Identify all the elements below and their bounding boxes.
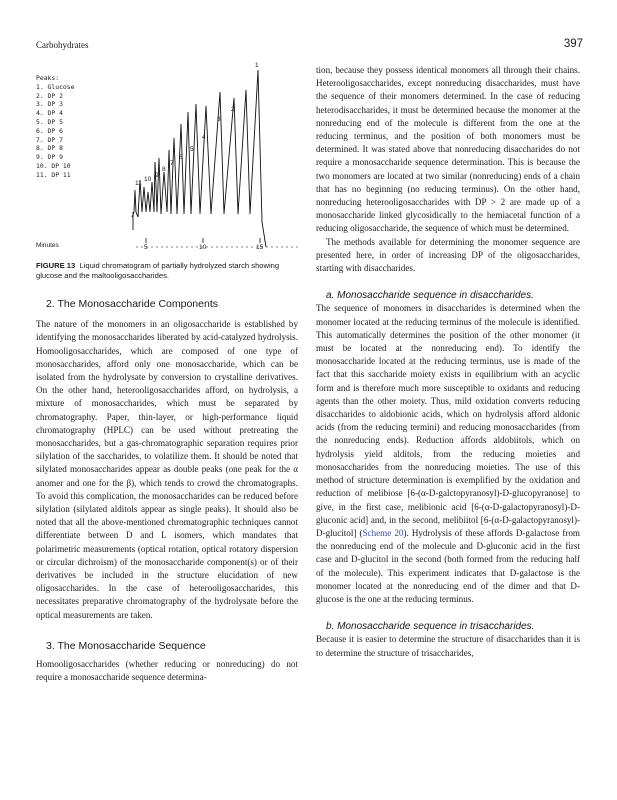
paragraph: The methods available for determining the monomer sequence are presented here, in order of increasing DP of the oligosaccharides, starting with disaccharides. [316, 236, 580, 274]
legend-item: 3. DP 3 [36, 100, 63, 109]
caption-text: Liquid chromatogram of partially hydrolyzed starch showing glucose and the maltooligosaccharides. [36, 261, 280, 280]
peak-label: 5 [190, 146, 194, 153]
x-tick-label: 5 [144, 244, 148, 251]
x-axis-label: Minutes [36, 242, 59, 249]
legend-item: 4. DP 4 [36, 109, 63, 118]
peak-label: 3 [217, 116, 221, 123]
paragraph: Homooligosaccharides (whether reducing or nonreducing) do not require a monosaccharide sequence determina- [36, 659, 298, 683]
paragraph: tion, because they possess identical monomers all through their chains. Heterooligosaccharides, except nonreducing disaccharides, must have the sequence of their monomers determined. In the case of reducing heterodisaccharides, it must be determined because the monomer at the nonreducing end of the molecule is different from the one at the reducing terminus, and the position of both monomers must be determined. It was stated above that nonreducing disaccharides do not require a monosaccharide sequence determination. This is because the two monomers are located at two similar (nonreducing) ends of a chain that has no beginning (no reducing terminus). On the other hand, nonreducing heterooligosaccharides with DP > 2 are made up of a monosaccharide linked glycosidically to the hemiacetal function of a reducing oligosaccharide, the sequence of which must be determined. [316, 65, 580, 234]
legend-item: 11. DP 11 [36, 170, 71, 179]
peak-label: 1 [255, 62, 259, 69]
peak-label: 6 [179, 154, 183, 161]
legend-item: 9. DP 9 [36, 153, 63, 162]
section-heading: 2. The Monosaccharide Components [46, 298, 218, 310]
chromatogram-figure [36, 62, 298, 258]
peak-label: 11 [135, 180, 142, 187]
peak-label: 4 [202, 134, 206, 141]
x-tick-label: 10 [199, 244, 207, 251]
x-tick-label: 15 [256, 244, 264, 251]
paragraph-text: The sequence of monomers in disaccharides is determined when the monomer located at the reducing terminus of the molecule is identified. This automatically determines the position of the other monomer (it must be located at the nonreducing end). To identify the monosaccharide located at the reducing terminus, use is made of the fact that this saccharide moiety exists in equilibrium with an acyclic form and is therefore much more susceptible to oxidants and reducing agents than the other moiety. Thus, mild oxidation converts reducing disaccharides to aldobionic acids, which on hydrolysis afford aldonic acids (from the reducing termini) and reducing monosaccharides (from the nonreducing ends). Reduction affords aldobiitols, which on hydrolysis yield alditols, from the reducing moieties and monosaccharides from the nonreducing moieties. The use of this method of structure determination is exemplified by the oxidation and reduction of melibiose [6-(α-D-galctopyranosyl)-D-glucopyranose] to give, in the first case, melibionic acid [6-(α-D-galactopyranosyl)-D-gluconic acid] and, in the second, melibiitol [6-(α-D-galactopyranosyl)-D-glucitol] ( [316, 303, 580, 538]
scheme-link[interactable]: Scheme 20 [362, 527, 404, 538]
legend-item: 5. DP 5 [36, 117, 63, 126]
paragraph: Because it is easier to determine the structure of disaccharides than it is to determine the structure of trisaccharides, [316, 634, 580, 658]
caption-label: FIGURE 13 [36, 261, 76, 270]
legend-item: 7. DP 7 [36, 135, 63, 144]
peak-label: 7 [170, 160, 174, 167]
subsection-heading: a. Monosaccharide sequence in disaccharides. [326, 290, 534, 302]
right-column [316, 64, 580, 660]
paragraph: The nature of the monomers in an oligosaccharide is established by identifying the monosaccharides liberated by acid-catalyzed hydrolysis. Homooligosaccharides, which are composed of one type of monosaccharides, afford only one monosaccharide, which can be isolated from the hydrolysate by conversion to crystalline derivatives. On the other hand, heterooligosaccharides afford, on hydrolysis, a mixture of monosaccharides, which must be separated by chromatography. Paper, thin-layer, or high-performance liquid chromatography (HPLC) can be used without pretreating the monosaccharides, but a gas-chromatographic separation requires prior silylation of the saccharides, to volatilize them. It should be noted that silylated monosaccharides appear as double peaks (one peak for the α anomer and one for the β), which tends to crowd the chromatographs. To avoid this complication, the monosaccharides can be reduced before silylation (silylated alditols appear as single peaks). It should also be noted that all the above-mentioned chromatographic techniques cannot differentiate between D and L isomers, which mandates that polarimetric measurements (optical rotation, optical rotatory dispersion or circular dichroism) of the monosaccharide component(s) or of their derivatives be included in the structure elucidation of new oligosaccharides. In the case of heterooligosaccharides, this necessitates preparative chromatography of the hydrolysate before the optical measurements are taken. [36, 319, 298, 620]
legend-item: 2. DP 2 [36, 91, 63, 100]
figure-caption [36, 261, 298, 281]
legend-item: 6. DP 6 [36, 126, 63, 135]
legend-item: 10. DP 10 [36, 161, 71, 170]
subsection-heading: b. Monosaccharide sequence in trisaccharides. [326, 621, 535, 633]
running-header: Carbohydrates [36, 40, 89, 50]
paragraph-text: ). Hydrolysis of these affords D-galactose from the nonreducing end of the molecule and D-gluconic acid in the first case and D-glucitol in the second (both formed from the reducing half of the molecule). This experiment indicates that D-galactose is the monomer located at the nonreducing end of the dimer and that D-glucose is the one at the reducing terminus. [316, 527, 580, 604]
page-number: 397 [563, 38, 583, 50]
paragraph [316, 302, 580, 606]
peak-label: 10 [144, 176, 152, 183]
section-heading: 3. The Monosaccharide Sequence [46, 639, 206, 652]
legend-item: 1. Glucose [36, 82, 75, 91]
chromatogram-trace [36, 62, 298, 258]
legend-title: Peaks: [36, 74, 60, 82]
peak-label: 8 [162, 166, 166, 173]
peak-label: 2 [231, 106, 235, 113]
legend-item: 8. DP 8 [36, 144, 63, 153]
left-column [36, 298, 298, 684]
peak-label: 9 [155, 172, 159, 179]
